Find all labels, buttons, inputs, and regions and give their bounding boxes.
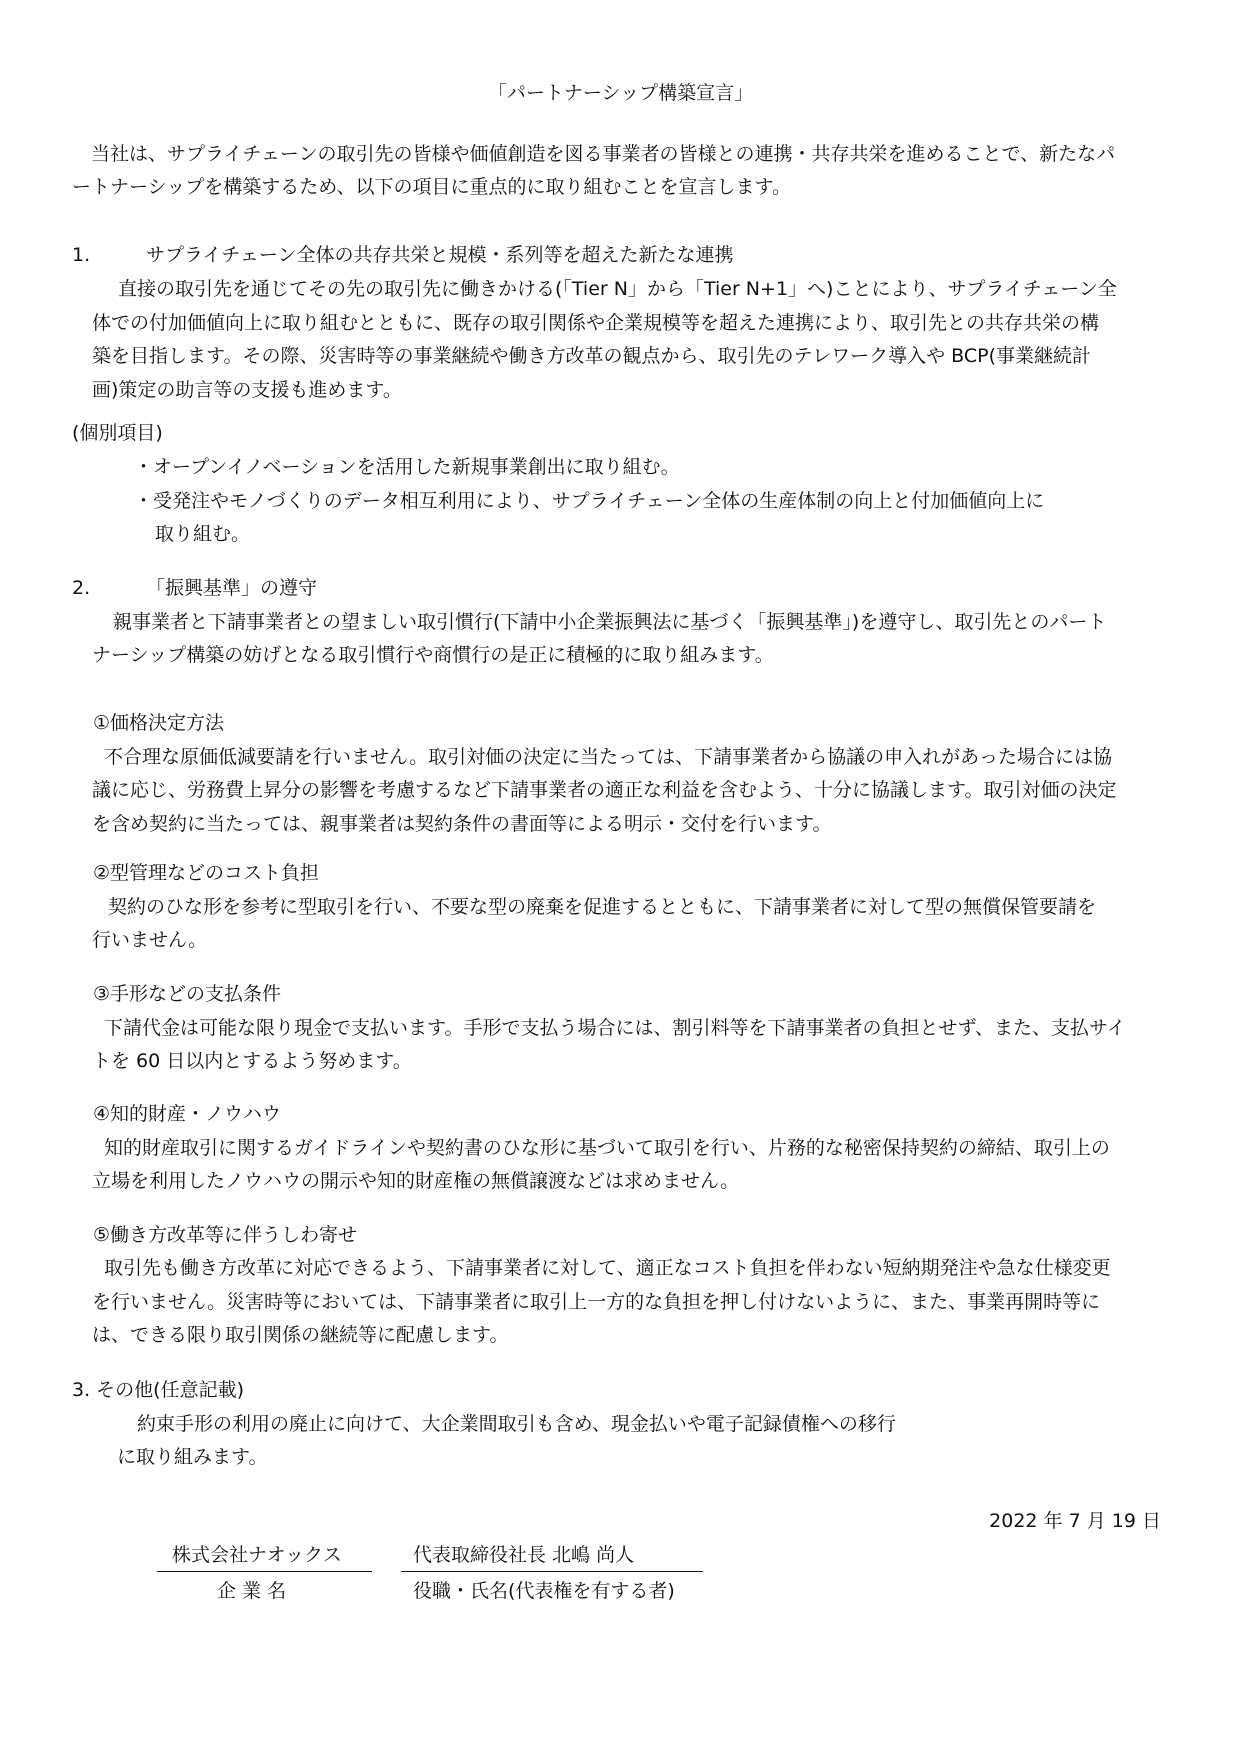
section-3-line-2: に取り組みます。	[117, 1446, 268, 1468]
section-2-heading: 「振興基準」の遵守	[146, 577, 318, 599]
representative-name: 代表取締役社長 北嶋 尚人	[413, 1544, 635, 1566]
sub-4-line-1: 知的財産取引に関するガイドラインや契約書のひな形に基づいて取引を行い、片務的な秘密保持契約の締結、取引上の	[104, 1137, 1110, 1159]
sub-5-line-2: を行いません。災害時等においては、下請事業者に取引上一方的な負担を押し付けないように、また、事業再開時等に	[92, 1291, 1101, 1313]
sub-3-heading: ③手形などの支払条件	[93, 983, 282, 1005]
sub-1-heading: ①価格決定方法	[93, 712, 225, 734]
declaration-date: 2022 年 7 月 19 日	[989, 1510, 1161, 1532]
sub-5-line-1: 取引先も働き方改革に対応できるよう、下請事業者に対して、適正なコスト負担を伴わない短納期発注や急な仕様変更	[104, 1257, 1111, 1279]
individual-items-heading: (個別項目)	[72, 422, 163, 444]
sub-2-line-1: 契約のひな形を参考に型取引を行い、不要な型の廃棄を促進するとともに、下請事業者に対して型の無償保管要請を	[108, 896, 1097, 918]
company-name: 株式会社ナオックス	[172, 1544, 342, 1566]
section-1-number: 1.	[72, 244, 91, 266]
section-2-number: 2.	[72, 577, 91, 599]
sub-3-line-2: トを 60 日以内とするよう努めます。	[92, 1050, 412, 1072]
section-1-body-line-2: 体での付加価値向上に取り組むとともに、既存の取引関係や企業規模等を超えた連携により、取引先との共存共栄の構	[92, 312, 1100, 334]
sub-1-line-1: 不合理な原価低減要請を行いません。取引対価の決定に当たっては、下請事業者から協議の申入れがあった場合には協	[104, 746, 1112, 768]
sub-5-heading: ⑤働き方改革等に伴うしわ寄せ	[93, 1224, 358, 1246]
sub-4-heading: ④知的財産・ノウハウ	[93, 1103, 282, 1125]
sub-4-line-2: 立場を利用したノウハウの開示や知的財産権の無償譲渡などは求めません。	[92, 1170, 740, 1192]
sub-2-line-2: 行いません。	[92, 929, 208, 951]
section-3-heading: 3. その他(任意記載)	[72, 1379, 244, 1401]
sub-1-line-2: 議に応じ、労務費上昇分の影響を考慮するなど下請事業者の適正な利益を含むよう、十分に協議します。取引対価の決定	[92, 779, 1117, 801]
sub-5-line-3: は、できる限り取引関係の継続等に配慮します。	[92, 1324, 509, 1346]
document-title: 「パートナーシップ構築宣言」	[487, 82, 754, 104]
section-3-line-1: 約束手形の利用の廃止に向けて、大企業間取引も含め、現金払いや電子記録債権への移行	[137, 1413, 896, 1435]
representative-label: 役職・氏名(代表権を有する者)	[413, 1580, 675, 1602]
sub-3-line-1: 下請代金は可能な限り現金で支払います。手形で支払う場合には、割引料等を下請事業者の負担とせず、また、支払サイ	[104, 1017, 1126, 1039]
section-1-body-line-3: 築を目指します。その際、災害時等の事業継続や働き方改革の観点から、取引先のテレワーク導入や BCP(事業継続計	[92, 345, 1091, 367]
section-2-body-line-2: ナーシップ構築の妨げとなる取引慣行や商慣行の是正に積極的に取り組みます。	[92, 644, 774, 666]
section-1-body-line-1: 直接の取引先を通じてその先の取引先に働きかける(「Tier N」から「Tier N+1」へ)ことにより、サプライチェーン全	[118, 278, 1117, 300]
intro-line-1: 当社は、サプライチェーンの取引先の皆様や価値創造を図る事業者の皆様との連携・共存共栄を進めることで、新たなパ	[91, 143, 1116, 165]
representative-underline	[401, 1571, 703, 1572]
company-name-label: 企 業 名	[217, 1580, 287, 1602]
sub-2-heading: ②型管理などのコスト負担	[93, 862, 320, 884]
intro-line-2: ートナーシップを構築するため、以下の項目に重点的に取り組むことを宣言します。	[72, 176, 791, 198]
section-1-body-line-4: 画)策定の助言等の支援も進めます。	[92, 379, 402, 401]
individual-item-1: ・オープンイノベーションを活用した新規事業創出に取り組む。	[134, 456, 680, 478]
individual-item-2-continued: 取り組む。	[155, 523, 251, 545]
sub-1-line-3: を含め契約に当たっては、親事業者は契約条件の書面等による明示・交付を行います。	[92, 813, 832, 835]
section-1-heading: サプライチェーン全体の共存共栄と規模・系列等を超えた新たな連携	[146, 244, 734, 266]
individual-item-2: ・受発注やモノづくりのデータ相互利用により、サプライチェーン全体の生産体制の向上と付加価値向上に	[134, 490, 1045, 512]
company-underline	[157, 1571, 372, 1572]
section-2-body-line-1: 親事業者と下請事業者との望ましい取引慣行(下請中小企業振興法に基づく「振興基準」)を遵守し、取引先とのパート	[113, 611, 1107, 633]
